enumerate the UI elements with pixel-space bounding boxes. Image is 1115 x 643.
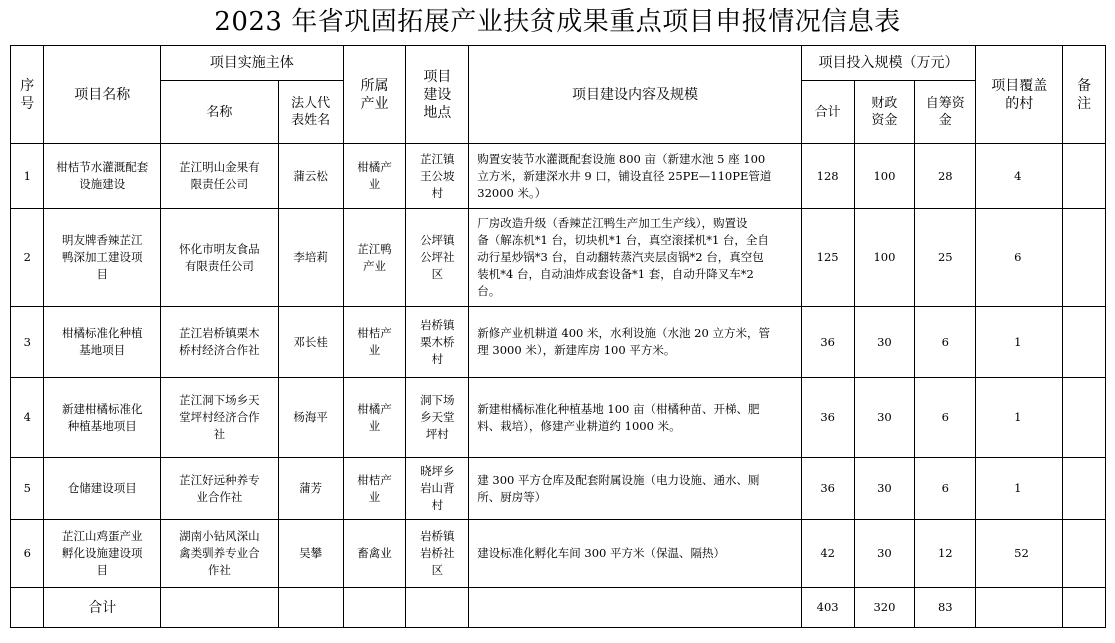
row-total: 125 (801, 209, 854, 307)
row-villages: 1 (976, 307, 1063, 378)
row-entity-name: 怀化市明友食品 有限责任公司 (161, 209, 279, 307)
row-project-name: 柑桔节水灌溉配套 设施建设 (44, 144, 161, 209)
row-industry: 柑橘产 业 (343, 378, 406, 458)
row-project-name: 仓储建设项目 (44, 458, 161, 520)
row-remarks (1063, 378, 1106, 458)
header-seq: 序 号 (11, 46, 44, 144)
row-fiscal: 30 (854, 378, 915, 458)
row-seq: 4 (11, 378, 44, 458)
totals-blank (406, 588, 469, 628)
row-fiscal: 30 (854, 307, 915, 378)
row-content: 建设标准化孵化车间 300 平方米（保温、隔热） (469, 520, 802, 588)
row-villages: 6 (976, 209, 1063, 307)
row-content: 厂房改造升级（香辣芷江鸭生产加工生产线），购置设 备（解冻机*1 台，切块机*1 台，真空滚揉机*1 台，全自 动行星炒锅*3 台，自动翻转蒸汽夹层卤锅*2 台，真空包 装机*4 台，自动油炸成套设备*1 套，自动升降叉车*2 台。 (469, 209, 802, 307)
row-self-funded: 25 (915, 209, 976, 307)
row-seq: 1 (11, 144, 44, 209)
row-total: 42 (801, 520, 854, 588)
row-entity-name: 芷江洞下场乡天 堂坪村经济合作 社 (161, 378, 279, 458)
row-legal-rep: 吴攀 (278, 520, 343, 588)
row-self-funded: 12 (915, 520, 976, 588)
document-title: 2023 年省巩固拓展产业扶贫成果重点项目申报情况信息表 (214, 7, 901, 37)
row-entity-name: 芷江好远种养专 业合作社 (161, 458, 279, 520)
row-self-funded: 28 (915, 144, 976, 209)
table-row (11, 378, 1106, 458)
row-legal-rep: 蒲云松 (278, 144, 343, 209)
header-villages: 项目覆盖 的村 (976, 46, 1063, 144)
header-industry: 所属 产业 (343, 46, 406, 144)
row-content: 购置安装节水灌溉配套设施 800 亩（新建水池 5 座 100 立方米，新建深水井 9 口，铺设直径 25PE—110PE管道 32000 米。） (469, 144, 802, 209)
table-row (11, 209, 1106, 307)
totals-label: 合计 (44, 588, 161, 628)
row-entity-name: 芷江明山金果有 限责任公司 (161, 144, 279, 209)
header-legal-rep: 法人代 表姓名 (278, 81, 343, 144)
row-self-funded: 6 (915, 307, 976, 378)
totals-total: 403 (801, 588, 854, 628)
row-total: 36 (801, 307, 854, 378)
header-remarks: 备 注 (1063, 46, 1106, 144)
row-seq: 6 (11, 520, 44, 588)
row-fiscal: 100 (854, 144, 915, 209)
totals-self-funded: 83 (915, 588, 976, 628)
header-implementing-entity: 项目实施主体 (161, 46, 343, 81)
row-villages: 4 (976, 144, 1063, 209)
totals-blank (976, 588, 1063, 628)
row-location: 岩桥镇 岩桥社 区 (406, 520, 469, 588)
totals-fiscal: 320 (854, 588, 915, 628)
row-fiscal: 100 (854, 209, 915, 307)
totals-row (11, 588, 1106, 628)
row-legal-rep: 蒲芳 (278, 458, 343, 520)
row-seq: 2 (11, 209, 44, 307)
totals-blank (1063, 588, 1106, 628)
row-location: 岩桥镇 栗木桥 村 (406, 307, 469, 378)
row-content: 建 300 平方仓库及配套附属设施（电力设施、通水、厕 所、厨房等） (469, 458, 802, 520)
row-remarks (1063, 307, 1106, 378)
row-self-funded: 6 (915, 378, 976, 458)
totals-seq (11, 588, 44, 628)
row-industry: 芷江鸭 产业 (343, 209, 406, 307)
row-location: 芷江镇 王公坡 村 (406, 144, 469, 209)
row-content: 新建柑橘标准化种植基地 100 亩（柑橘种苗、开梯、肥 料、栽培），修建产业耕道约 1000 米。 (469, 378, 802, 458)
row-industry: 柑桔产 业 (343, 307, 406, 378)
header-total: 合计 (801, 81, 854, 144)
row-location: 公坪镇 公坪社 区 (406, 209, 469, 307)
row-project-name: 芷江山鸡蛋产业 孵化设施建设项 目 (44, 520, 161, 588)
row-entity-name: 湖南小钻风深山 禽类驯养专业合 作社 (161, 520, 279, 588)
row-project-name: 柑橘标准化种植 基地项目 (44, 307, 161, 378)
header-investment: 项目投入规模（万元） (801, 46, 975, 81)
row-location: 晓坪乡 岩山背 村 (406, 458, 469, 520)
header-self-funded: 自筹资 金 (915, 81, 976, 144)
table-row (11, 458, 1106, 520)
row-self-funded: 6 (915, 458, 976, 520)
totals-blank (278, 588, 343, 628)
project-table (10, 45, 1106, 628)
row-project-name: 明友牌香辣芷江 鸭深加工建设项 目 (44, 209, 161, 307)
row-industry: 畜禽业 (343, 520, 406, 588)
row-seq: 3 (11, 307, 44, 378)
row-total: 36 (801, 458, 854, 520)
row-industry: 柑橘产 业 (343, 144, 406, 209)
table-row (11, 307, 1106, 378)
header-project-name: 项目名称 (44, 46, 161, 144)
row-villages: 52 (976, 520, 1063, 588)
row-remarks (1063, 209, 1106, 307)
row-remarks (1063, 458, 1106, 520)
header-content: 项目建设内容及规模 (469, 46, 802, 144)
header-entity-name: 名称 (161, 81, 279, 144)
totals-blank (161, 588, 279, 628)
row-fiscal: 30 (854, 520, 915, 588)
row-legal-rep: 李培莉 (278, 209, 343, 307)
row-villages: 1 (976, 458, 1063, 520)
header-fiscal: 财政 资金 (854, 81, 915, 144)
row-location: 洞下场 乡天堂 坪村 (406, 378, 469, 458)
row-content: 新修产业机耕道 400 米，水利设施（水池 20 立方米，管 理 3000 米），新建库房 100 平方米。 (469, 307, 802, 378)
row-project-name: 新建柑橘标准化 种植基地项目 (44, 378, 161, 458)
table-row (11, 144, 1106, 209)
row-total: 36 (801, 378, 854, 458)
row-villages: 1 (976, 378, 1063, 458)
row-remarks (1063, 520, 1106, 588)
row-remarks (1063, 144, 1106, 209)
row-legal-rep: 邓长桂 (278, 307, 343, 378)
row-entity-name: 芷江岩桥镇栗木 桥村经济合作社 (161, 307, 279, 378)
header-location: 项目 建设 地点 (406, 46, 469, 144)
row-industry: 柑桔产 业 (343, 458, 406, 520)
totals-blank (469, 588, 802, 628)
row-total: 128 (801, 144, 854, 209)
row-fiscal: 30 (854, 458, 915, 520)
row-legal-rep: 杨海平 (278, 378, 343, 458)
table-row (11, 520, 1106, 588)
row-seq: 5 (11, 458, 44, 520)
totals-blank (343, 588, 406, 628)
